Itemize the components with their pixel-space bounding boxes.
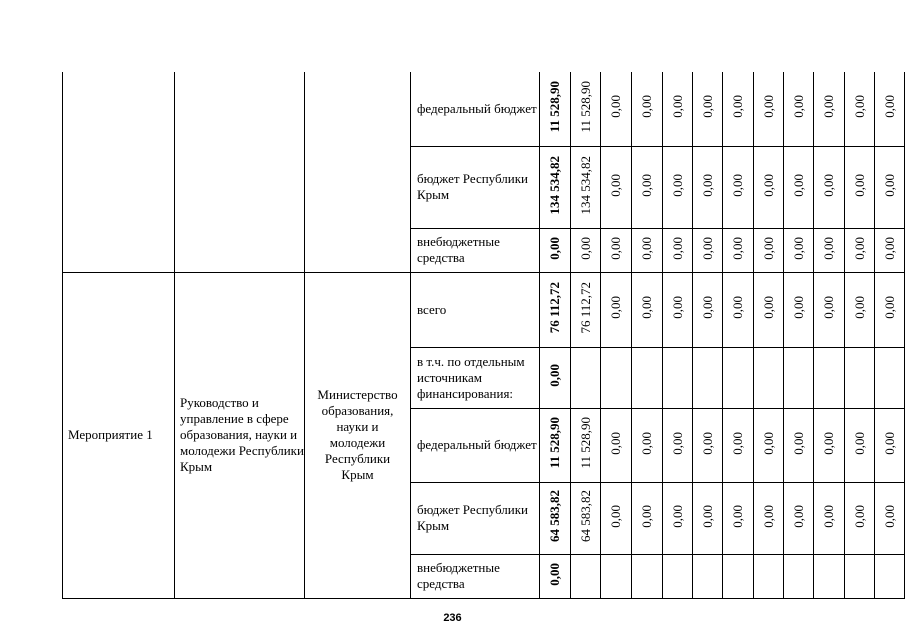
year-value-cell (723, 228, 754, 272)
funding-table (62, 72, 905, 599)
year-value-cell (601, 347, 632, 408)
year-value-cell (814, 228, 845, 272)
year-value-cell (875, 347, 905, 408)
year-value: 0,00 (851, 431, 867, 455)
year-value-cell (845, 72, 875, 146)
year-value: 0,00 (639, 173, 654, 197)
year-value-cell (723, 72, 754, 146)
first-year-value-cell (571, 347, 601, 408)
year-value: 0,00 (760, 296, 776, 319)
year-value: 0,00 (639, 296, 654, 319)
year-value-cell (601, 146, 632, 228)
source-cell: бюджет Республики Крым (411, 146, 540, 228)
year-value: 0,00 (608, 431, 623, 455)
year-value: 0,00 (881, 431, 897, 455)
first-year-value: 134 534,82 (577, 155, 593, 215)
total-value-cell (540, 272, 571, 347)
year-value: 0,00 (608, 236, 623, 260)
page-number: 236 (443, 612, 462, 624)
year-value: 0,00 (730, 95, 745, 119)
source-cell: бюджет Республики Крым (411, 482, 540, 554)
year-value: 0,00 (851, 236, 867, 260)
total-value: 0,00 (547, 364, 562, 387)
year-value-cell (693, 482, 723, 554)
source-cell: в т.ч. по отдельным источникам финансирования: (411, 347, 540, 408)
year-value: 0,00 (881, 504, 897, 528)
year-value-cell (693, 408, 723, 482)
year-value: 0,00 (851, 95, 867, 119)
year-value: 0,00 (821, 431, 836, 455)
year-value-cell (632, 146, 663, 228)
year-value: 0,00 (699, 504, 715, 528)
year-value-cell (845, 347, 875, 408)
year-value-cell (601, 272, 632, 347)
year-value-cell (632, 482, 663, 554)
year-value: 0,00 (608, 95, 623, 119)
total-value: 134 534,82 (547, 155, 562, 215)
total-value-cell (540, 554, 571, 598)
year-value-cell (845, 146, 875, 228)
year-value: 0,00 (608, 504, 623, 528)
year-value: 0,00 (851, 173, 867, 197)
source-cell: всего (411, 272, 540, 347)
source-cell: федеральный бюджет (411, 408, 540, 482)
year-value: 0,00 (699, 95, 715, 119)
year-value: 0,00 (881, 95, 897, 119)
year-value-cell (784, 228, 814, 272)
first-year-value-cell (571, 146, 601, 228)
year-value-cell (663, 347, 693, 408)
year-value-cell (784, 272, 814, 347)
year-value: 0,00 (881, 296, 897, 319)
total-value-cell (540, 482, 571, 554)
year-value-cell (875, 72, 905, 146)
year-value-cell (814, 146, 845, 228)
year-value: 0,00 (760, 95, 776, 119)
year-value-cell (663, 272, 693, 347)
year-value-cell (845, 408, 875, 482)
year-value: 0,00 (639, 95, 654, 119)
year-value-cell (693, 228, 723, 272)
year-value: 0,00 (790, 504, 806, 528)
year-value: 0,00 (730, 296, 745, 319)
year-value-cell (814, 72, 845, 146)
year-value: 0,00 (608, 173, 623, 197)
first-year-value: 64 583,82 (577, 490, 593, 542)
year-value: 0,00 (669, 95, 685, 119)
year-value: 0,00 (699, 296, 715, 319)
year-value: 0,00 (760, 236, 776, 260)
table-body (63, 72, 905, 598)
year-value-cell (754, 408, 784, 482)
year-value-cell (693, 146, 723, 228)
event-description: Руководство и управление в сфере образования, науки и молодежи Республики Крым (175, 272, 305, 598)
year-value-cell (814, 347, 845, 408)
year-value: 0,00 (669, 431, 685, 455)
year-value-cell (693, 272, 723, 347)
year-value: 0,00 (699, 173, 715, 197)
description-cell-continued (175, 72, 305, 272)
first-year-value-cell (571, 408, 601, 482)
year-value-cell (632, 408, 663, 482)
year-value: 0,00 (639, 504, 654, 528)
year-value: 0,00 (790, 431, 806, 455)
year-value-cell (754, 554, 784, 598)
year-value-cell (754, 228, 784, 272)
first-year-value: 0,00 (577, 236, 593, 260)
year-value-cell (723, 272, 754, 347)
year-value-cell (875, 408, 905, 482)
table-row (63, 72, 905, 146)
year-value: 0,00 (760, 173, 776, 197)
year-value: 0,00 (760, 431, 776, 455)
year-value-cell (663, 408, 693, 482)
year-value-cell (632, 228, 663, 272)
total-value: 64 583,82 (547, 490, 562, 542)
year-value-cell (601, 482, 632, 554)
year-value-cell (814, 408, 845, 482)
year-value-cell (632, 72, 663, 146)
year-value-cell (663, 228, 693, 272)
year-value-cell (784, 408, 814, 482)
first-year-value-cell (571, 228, 601, 272)
year-value-cell (754, 272, 784, 347)
total-value-cell (540, 72, 571, 146)
year-value-cell (845, 554, 875, 598)
year-value: 0,00 (669, 504, 685, 528)
first-year-value: 76 112,72 (577, 281, 593, 334)
year-value-cell (723, 347, 754, 408)
source-cell: федеральный бюджет (411, 72, 540, 146)
year-value-cell (663, 554, 693, 598)
year-value: 0,00 (699, 236, 715, 260)
year-value-cell (632, 347, 663, 408)
year-value-cell (875, 482, 905, 554)
year-value: 0,00 (790, 95, 806, 119)
total-value: 11 528,90 (547, 417, 562, 469)
event-cell-continued (63, 72, 175, 272)
year-value-cell (723, 482, 754, 554)
year-value: 0,00 (790, 236, 806, 260)
year-value: 0,00 (881, 173, 897, 197)
first-year-value-cell (571, 554, 601, 598)
year-value: 0,00 (730, 173, 745, 197)
year-value: 0,00 (608, 296, 623, 319)
year-value: 0,00 (790, 173, 806, 197)
year-value: 0,00 (699, 431, 715, 455)
year-value-cell (632, 554, 663, 598)
year-value: 0,00 (851, 296, 867, 319)
year-value: 0,00 (730, 236, 745, 260)
year-value-cell (814, 482, 845, 554)
total-value: 76 112,72 (547, 281, 562, 334)
year-value-cell (632, 272, 663, 347)
year-value-cell (814, 554, 845, 598)
year-value-cell (814, 272, 845, 347)
year-value-cell (754, 72, 784, 146)
year-value: 0,00 (821, 296, 836, 319)
total-value-cell (540, 408, 571, 482)
year-value-cell (693, 347, 723, 408)
year-value-cell (723, 554, 754, 598)
responsible-cell-continued (305, 72, 411, 272)
year-value-cell (663, 72, 693, 146)
year-value-cell (663, 146, 693, 228)
table-row (63, 272, 905, 347)
source-cell: внебюджетные средства (411, 228, 540, 272)
year-value-cell (693, 72, 723, 146)
year-value: 0,00 (790, 296, 806, 319)
year-value-cell (663, 482, 693, 554)
year-value: 0,00 (730, 431, 745, 455)
event-label: Мероприятие 1 (63, 272, 175, 598)
total-value: 0,00 (547, 236, 562, 260)
first-year-value: 11 528,90 (577, 417, 593, 469)
year-value-cell (845, 482, 875, 554)
year-value: 0,00 (881, 236, 897, 260)
first-year-value-cell (571, 482, 601, 554)
year-value-cell (784, 72, 814, 146)
year-value-cell (601, 408, 632, 482)
year-value: 0,00 (821, 95, 836, 119)
first-year-value-cell (571, 72, 601, 146)
year-value: 0,00 (669, 236, 685, 260)
total-value-cell (540, 228, 571, 272)
year-value-cell (875, 554, 905, 598)
year-value-cell (784, 146, 814, 228)
year-value: 0,00 (639, 431, 654, 455)
year-value-cell (784, 554, 814, 598)
total-value-cell (540, 146, 571, 228)
year-value-cell (784, 347, 814, 408)
year-value-cell (601, 228, 632, 272)
year-value: 0,00 (760, 504, 776, 528)
year-value: 0,00 (669, 173, 685, 197)
year-value: 0,00 (821, 504, 836, 528)
year-value-cell (754, 347, 784, 408)
year-value-cell (784, 482, 814, 554)
year-value-cell (845, 272, 875, 347)
year-value: 0,00 (851, 504, 867, 528)
year-value-cell (754, 482, 784, 554)
year-value-cell (601, 72, 632, 146)
year-value: 0,00 (730, 504, 745, 528)
year-value: 0,00 (821, 173, 836, 197)
total-value: 11 528,90 (547, 81, 562, 133)
source-cell: внебюджетные средства (411, 554, 540, 598)
year-value-cell (723, 146, 754, 228)
responsible-executor: Министерство образования, науки и молодежи Республики Крым (305, 272, 411, 598)
year-value: 0,00 (639, 236, 654, 260)
year-value-cell (601, 554, 632, 598)
year-value-cell (875, 228, 905, 272)
year-value: 0,00 (821, 236, 836, 260)
year-value-cell (845, 228, 875, 272)
year-value: 0,00 (669, 296, 685, 319)
first-year-value-cell (571, 272, 601, 347)
year-value-cell (875, 146, 905, 228)
year-value-cell (693, 554, 723, 598)
total-value: 0,00 (547, 562, 562, 586)
first-year-value: 11 528,90 (577, 80, 593, 133)
year-value-cell (723, 408, 754, 482)
year-value-cell (875, 272, 905, 347)
total-value-cell (540, 347, 571, 408)
year-value-cell (754, 146, 784, 228)
